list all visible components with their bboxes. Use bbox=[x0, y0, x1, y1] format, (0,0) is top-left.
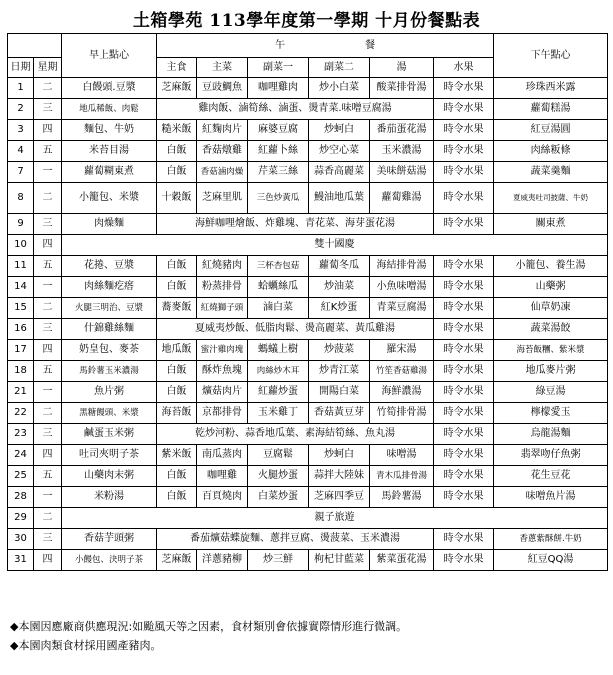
afternoon-snack-cell: 檸檬愛玉 bbox=[494, 403, 608, 424]
afternoon-snack-cell: 蔬菜湯餃 bbox=[494, 319, 608, 340]
fruit-cell: 時令水果 bbox=[434, 214, 494, 235]
lunch-combined-cell: 夏威夷炒飯、低脂肉鬆、燙高麗菜、黃瓜雞湯 bbox=[157, 319, 434, 340]
date-cell: 10 bbox=[8, 235, 34, 256]
afternoon-snack-header: 下午點心 bbox=[494, 34, 608, 78]
side2-cell: 炒菠菜 bbox=[309, 340, 370, 361]
morning-snack-cell: 肉燥麵 bbox=[62, 214, 157, 235]
morning-snack-cell: 肉絲麵疙瘩 bbox=[62, 277, 157, 298]
side2-cell: 炒蚵白 bbox=[309, 120, 370, 141]
table-row bbox=[8, 340, 608, 361]
date-cell: 7 bbox=[8, 162, 34, 183]
date-cell: 4 bbox=[8, 141, 34, 162]
side1-cell: 炒三鮮 bbox=[248, 550, 309, 571]
weekday-cell: 三 bbox=[34, 214, 62, 235]
date-cell: 11 bbox=[8, 256, 34, 277]
staple-cell: 白飯 bbox=[157, 466, 197, 487]
side1-cell: 三色炒黃瓜 bbox=[248, 183, 309, 214]
date-cell: 23 bbox=[8, 424, 34, 445]
afternoon-snack-cell: 蘿蔔糕湯 bbox=[494, 99, 608, 120]
morning-snack-cell: 火腿三明治、豆漿 bbox=[62, 298, 157, 319]
side2-cell: 炒青江菜 bbox=[309, 361, 370, 382]
page-title: 土箱學苑 113學年度第一學期 十月份餐點表 bbox=[132, 11, 481, 31]
date-cell: 29 bbox=[8, 508, 34, 529]
date-cell: 18 bbox=[8, 361, 34, 382]
soup-cell: 酸菜排骨湯 bbox=[370, 78, 434, 99]
morning-snack-cell: 山藥肉末粥 bbox=[62, 466, 157, 487]
morning-snack-cell: 白饅頭.豆漿 bbox=[62, 78, 157, 99]
afternoon-snack-cell: 紅豆湯圓 bbox=[494, 120, 608, 141]
fruit-cell: 時令水果 bbox=[434, 403, 494, 424]
afternoon-snack-cell: 山藥粥 bbox=[494, 277, 608, 298]
date-cell: 14 bbox=[8, 277, 34, 298]
afternoon-snack-cell: 仙草奶凍 bbox=[494, 298, 608, 319]
fruit-cell: 時令水果 bbox=[434, 466, 494, 487]
date-cell: 16 bbox=[8, 319, 34, 340]
side1-cell: 豆腐鬆 bbox=[248, 445, 309, 466]
weekday-cell: 一 bbox=[34, 487, 62, 508]
date-cell: 1 bbox=[8, 78, 34, 99]
date-cell: 25 bbox=[8, 466, 34, 487]
fruit-cell: 時令水果 bbox=[434, 99, 494, 120]
lunch-header: 午 餐 bbox=[157, 34, 494, 58]
fruit-cell: 時令水果 bbox=[434, 78, 494, 99]
main-dish-header: 主菜 bbox=[197, 58, 248, 78]
notes bbox=[10, 617, 605, 655]
weekday-cell: 二 bbox=[34, 403, 62, 424]
weekday-cell: 三 bbox=[34, 529, 62, 550]
main-dish-cell: 百頁燒肉 bbox=[197, 487, 248, 508]
afternoon-snack-cell: 味噌魚片湯 bbox=[494, 487, 608, 508]
morning-snack-cell: 黑糖饅頭、米漿 bbox=[62, 403, 157, 424]
main-dish-cell: 豆豉鯛魚 bbox=[197, 78, 248, 99]
table-row bbox=[8, 319, 608, 340]
meal-table bbox=[7, 33, 608, 571]
main-dish-cell: 蜜汁雞肉塊 bbox=[197, 340, 248, 361]
soup-cell: 番茄蛋花湯 bbox=[370, 120, 434, 141]
weekday-cell: 二 bbox=[34, 508, 62, 529]
side2-cell: 炒小白菜 bbox=[309, 78, 370, 99]
side1-cell: 火腿炒蛋 bbox=[248, 466, 309, 487]
main-dish-cell: 南瓜蒸肉 bbox=[197, 445, 248, 466]
note-supply: ◆本園因應廠商供應現況:如颱風天等之因素，食材類別會依據實際情形進行微調。 bbox=[10, 620, 408, 633]
table-row bbox=[8, 487, 608, 508]
afternoon-snack-cell: 香蔥紫酥餅.牛奶 bbox=[494, 529, 608, 550]
fruit-header: 水果 bbox=[434, 58, 494, 78]
table-row bbox=[8, 382, 608, 403]
morning-snack-cell: 米粉湯 bbox=[62, 487, 157, 508]
afternoon-snack-cell: 綠豆湯 bbox=[494, 382, 608, 403]
side1-cell: 三杯杏包菇 bbox=[248, 256, 309, 277]
soup-cell: 馬鈴薯湯 bbox=[370, 487, 434, 508]
weekday-cell: 五 bbox=[34, 466, 62, 487]
date-cell: 22 bbox=[8, 403, 34, 424]
fruit-cell: 時令水果 bbox=[434, 141, 494, 162]
morning-snack-cell: 小饅包、決明子茶 bbox=[62, 550, 157, 571]
side2-cell: 炒蚵白 bbox=[309, 445, 370, 466]
staple-cell: 地瓜飯 bbox=[157, 340, 197, 361]
afternoon-snack-cell: 蔬菜羹麵 bbox=[494, 162, 608, 183]
date-cell: 30 bbox=[8, 529, 34, 550]
side2-cell: 芝麻四季豆 bbox=[309, 487, 370, 508]
afternoon-snack-cell: 翡翠吻仔魚粥 bbox=[494, 445, 608, 466]
fruit-cell: 時令水果 bbox=[434, 319, 494, 340]
main-dish-cell: 芝麻里肌 bbox=[197, 183, 248, 214]
fruit-cell: 時令水果 bbox=[434, 424, 494, 445]
staple-cell: 芝麻飯 bbox=[157, 550, 197, 571]
fruit-cell: 時令水果 bbox=[434, 256, 494, 277]
side1-cell: 芹菜三絲 bbox=[248, 162, 309, 183]
soup-header: 湯 bbox=[370, 58, 434, 78]
lunch-combined-cell: 乾炒河粉、蒜香地瓜葉、素海結筍絲、魚丸湯 bbox=[157, 424, 434, 445]
soup-cell: 小魚味噌湯 bbox=[370, 277, 434, 298]
table-row bbox=[8, 141, 608, 162]
weekday-header: 星期 bbox=[34, 58, 62, 78]
morning-snack-header: 早上點心 bbox=[62, 34, 157, 78]
date-cell: 28 bbox=[8, 487, 34, 508]
date-cell: 3 bbox=[8, 120, 34, 141]
weekday-cell: 三 bbox=[34, 99, 62, 120]
main-dish-cell: 爌菇肉片 bbox=[197, 382, 248, 403]
staple-cell: 芝麻飯 bbox=[157, 78, 197, 99]
side2-cell: 蒜香高麗菜 bbox=[309, 162, 370, 183]
weekday-cell: 二 bbox=[34, 298, 62, 319]
side1-cell: 咖哩雞肉 bbox=[248, 78, 309, 99]
fruit-cell: 時令水果 bbox=[434, 487, 494, 508]
side2-cell: 炒空心菜 bbox=[309, 141, 370, 162]
weekday-cell: 四 bbox=[34, 120, 62, 141]
main-dish-cell: 酥炸魚塊 bbox=[197, 361, 248, 382]
afternoon-snack-cell: 夏威夷吐司披薩、牛奶 bbox=[494, 183, 608, 214]
table-row bbox=[8, 183, 608, 214]
main-dish-cell: 香菇滷肉燥 bbox=[197, 162, 248, 183]
morning-snack-cell: 地瓜稀飯、肉鬆 bbox=[62, 99, 157, 120]
table-row bbox=[8, 529, 608, 550]
side2-header: 副菜二 bbox=[309, 58, 370, 78]
side1-cell: 玉米雞丁 bbox=[248, 403, 309, 424]
fruit-cell: 時令水果 bbox=[434, 529, 494, 550]
side1-cell: 蛤蠣絲瓜 bbox=[248, 277, 309, 298]
table-row bbox=[8, 99, 608, 120]
weekday-cell: 二 bbox=[34, 78, 62, 99]
afternoon-snack-cell: 關東煮 bbox=[494, 214, 608, 235]
morning-snack-cell: 米苔目湯 bbox=[62, 141, 157, 162]
fruit-cell: 時令水果 bbox=[434, 445, 494, 466]
date-cell: 17 bbox=[8, 340, 34, 361]
main-dish-cell: 洋蔥豬柳 bbox=[197, 550, 248, 571]
side2-cell: 枸杞甘藍菜 bbox=[309, 550, 370, 571]
fruit-cell: 時令水果 bbox=[434, 298, 494, 319]
side2-cell: 鰻油地瓜葉 bbox=[309, 183, 370, 214]
table-row bbox=[8, 162, 608, 183]
table-row bbox=[8, 508, 608, 529]
side2-cell: 紅K炒蛋 bbox=[309, 298, 370, 319]
weekday-cell: 四 bbox=[34, 235, 62, 256]
soup-cell: 海結排骨湯 bbox=[370, 256, 434, 277]
weekday-cell: 三 bbox=[34, 319, 62, 340]
table-row bbox=[8, 445, 608, 466]
weekday-cell: 五 bbox=[34, 141, 62, 162]
morning-snack-cell: 什錦雞絲麵 bbox=[62, 319, 157, 340]
afternoon-snack-cell: 花生豆花 bbox=[494, 466, 608, 487]
staple-cell: 白飯 bbox=[157, 256, 197, 277]
soup-cell: 味噌湯 bbox=[370, 445, 434, 466]
fruit-cell: 時令水果 bbox=[434, 277, 494, 298]
table-row bbox=[8, 120, 608, 141]
afternoon-snack-cell: 烏龍湯麵 bbox=[494, 424, 608, 445]
morning-snack-cell: 麵包、牛奶 bbox=[62, 120, 157, 141]
afternoon-snack-cell: 珍珠西米露 bbox=[494, 78, 608, 99]
date-cell: 31 bbox=[8, 550, 34, 571]
meal-rows bbox=[8, 78, 608, 571]
table-row bbox=[8, 361, 608, 382]
fruit-cell: 時令水果 bbox=[434, 183, 494, 214]
morning-snack-cell: 馬鈴薯玉米濃湯 bbox=[62, 361, 157, 382]
staple-cell: 白飯 bbox=[157, 162, 197, 183]
main-dish-cell: 紅燒獅子頭 bbox=[197, 298, 248, 319]
fruit-cell: 時令水果 bbox=[434, 162, 494, 183]
side2-cell: 炒油菜 bbox=[309, 277, 370, 298]
staple-cell: 海苔飯 bbox=[157, 403, 197, 424]
afternoon-snack-cell: 小籠包、養生湯 bbox=[494, 256, 608, 277]
date-cell: 9 bbox=[8, 214, 34, 235]
weekday-cell: 五 bbox=[34, 256, 62, 277]
soup-cell: 紫菜蛋花湯 bbox=[370, 550, 434, 571]
side1-cell: 滷白菜 bbox=[248, 298, 309, 319]
soup-cell: 青菜豆腐湯 bbox=[370, 298, 434, 319]
fruit-cell: 時令水果 bbox=[434, 340, 494, 361]
date-cell: 2 bbox=[8, 99, 34, 120]
note-pork: ◆本園肉類食材採用國產豬肉。 bbox=[10, 639, 162, 652]
morning-snack-cell: 吐司夾明子茶 bbox=[62, 445, 157, 466]
afternoon-snack-cell: 肉絲粄條 bbox=[494, 141, 608, 162]
holiday-cell: 雙十國慶 bbox=[62, 235, 608, 256]
afternoon-snack-cell: 海苔飯糰、紫米漿 bbox=[494, 340, 608, 361]
staple-cell: 白飯 bbox=[157, 141, 197, 162]
morning-snack-cell: 蘿蔔糊東煮 bbox=[62, 162, 157, 183]
side1-cell: 肉絲炒木耳 bbox=[248, 361, 309, 382]
soup-cell: 青木瓜排骨湯 bbox=[370, 466, 434, 487]
weekday-cell: 四 bbox=[34, 550, 62, 571]
table-row bbox=[8, 277, 608, 298]
morning-snack-cell: 花捲、豆漿 bbox=[62, 256, 157, 277]
staple-cell: 白飯 bbox=[157, 361, 197, 382]
weekday-cell: 一 bbox=[34, 382, 62, 403]
date-header-corner bbox=[8, 34, 62, 58]
lunch-combined-cell: 雞肉飯、滷筍絲、滷蛋、燙青菜.味噌豆腐湯 bbox=[157, 99, 434, 120]
main-dish-cell: 香菇燉雞 bbox=[197, 141, 248, 162]
table-row bbox=[8, 256, 608, 277]
morning-snack-cell: 魚片粥 bbox=[62, 382, 157, 403]
morning-snack-cell: 奶皇包、麥茶 bbox=[62, 340, 157, 361]
fruit-cell: 時令水果 bbox=[434, 120, 494, 141]
soup-cell: 蘿蔔雞湯 bbox=[370, 183, 434, 214]
fruit-cell: 時令水果 bbox=[434, 550, 494, 571]
table-row bbox=[8, 214, 608, 235]
main-dish-cell: 紅麴肉片 bbox=[197, 120, 248, 141]
staple-cell: 白飯 bbox=[157, 277, 197, 298]
date-cell: 8 bbox=[8, 183, 34, 214]
table-row bbox=[8, 403, 608, 424]
soup-cell: 竹笙香菇雞湯 bbox=[370, 361, 434, 382]
staple-header: 主食 bbox=[157, 58, 197, 78]
lunch-combined-cell: 番茄爌菇蝶旋麵、蔥拌豆腐、燙菠菜、玉米濃湯 bbox=[157, 529, 434, 550]
table-row bbox=[8, 78, 608, 99]
table-row bbox=[8, 466, 608, 487]
side2-cell: 蒜拌大陸妹 bbox=[309, 466, 370, 487]
staple-cell: 蕎麥飯 bbox=[157, 298, 197, 319]
staple-cell: 糙米飯 bbox=[157, 120, 197, 141]
soup-cell: 羅宋湯 bbox=[370, 340, 434, 361]
weekday-cell: 三 bbox=[34, 424, 62, 445]
fruit-cell: 時令水果 bbox=[434, 361, 494, 382]
main-dish-cell: 紅燒豬肉 bbox=[197, 256, 248, 277]
table-row bbox=[8, 298, 608, 319]
side2-cell: 香菇黃豆芽 bbox=[309, 403, 370, 424]
weekday-cell: 二 bbox=[34, 183, 62, 214]
staple-cell: 十穀飯 bbox=[157, 183, 197, 214]
afternoon-snack-cell: 地瓜麥片粥 bbox=[494, 361, 608, 382]
main-dish-cell: 咖哩雞 bbox=[197, 466, 248, 487]
soup-cell: 美味餅菇湯 bbox=[370, 162, 434, 183]
side1-cell: 紅蘿炒蛋 bbox=[248, 382, 309, 403]
table-row bbox=[8, 424, 608, 445]
holiday-cell: 親子旅遊 bbox=[62, 508, 608, 529]
date-cell: 15 bbox=[8, 298, 34, 319]
fruit-cell: 時令水果 bbox=[434, 382, 494, 403]
side1-cell: 白菜炒蛋 bbox=[248, 487, 309, 508]
morning-snack-cell: 小籠包、米漿 bbox=[62, 183, 157, 214]
weekday-cell: 四 bbox=[34, 445, 62, 466]
weekday-cell: 一 bbox=[34, 277, 62, 298]
side2-cell: 開陽白菜 bbox=[309, 382, 370, 403]
staple-cell: 白飯 bbox=[157, 487, 197, 508]
weekday-cell: 一 bbox=[34, 162, 62, 183]
side2-cell: 蘿蔔冬瓜 bbox=[309, 256, 370, 277]
date-header: 日期 bbox=[8, 58, 34, 78]
main-dish-cell: 粉蒸排骨 bbox=[197, 277, 248, 298]
afternoon-snack-cell: 紅豆QQ湯 bbox=[494, 550, 608, 571]
side1-header: 副菜一 bbox=[248, 58, 309, 78]
soup-cell: 竹筍排骨湯 bbox=[370, 403, 434, 424]
soup-cell: 玉米濃湯 bbox=[370, 141, 434, 162]
weekday-cell: 四 bbox=[34, 340, 62, 361]
staple-cell: 紫米飯 bbox=[157, 445, 197, 466]
side1-cell: 紅蘿卜絲 bbox=[248, 141, 309, 162]
staple-cell: 白飯 bbox=[157, 382, 197, 403]
soup-cell: 海鮮濃湯 bbox=[370, 382, 434, 403]
date-cell: 24 bbox=[8, 445, 34, 466]
date-cell: 21 bbox=[8, 382, 34, 403]
morning-snack-cell: 鹹蛋玉米粥 bbox=[62, 424, 157, 445]
morning-snack-cell: 香菇芋頭粥 bbox=[62, 529, 157, 550]
lunch-combined-cell: 海鮮咖哩燴飯、炸雞塊、青花菜、海芽蛋花湯 bbox=[157, 214, 434, 235]
weekday-cell: 五 bbox=[34, 361, 62, 382]
side1-cell: 螞蟻上樹 bbox=[248, 340, 309, 361]
side1-cell: 麻婆豆腐 bbox=[248, 120, 309, 141]
table-row bbox=[8, 235, 608, 256]
main-dish-cell: 京都排骨 bbox=[197, 403, 248, 424]
table-row bbox=[8, 550, 608, 571]
